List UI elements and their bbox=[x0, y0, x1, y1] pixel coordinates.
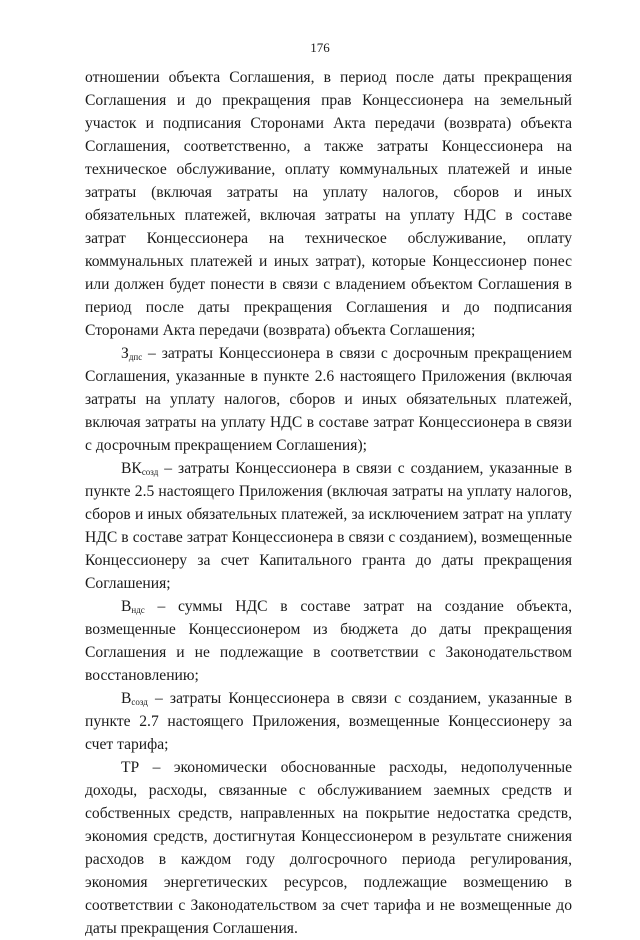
page-number: 176 bbox=[310, 40, 330, 55]
paragraph-term-vnds: $В_{ндс}$ – суммы НДС в составе затрат на создание объекта, возмещенные Концессионером из бюджета до даты прекращения Соглашения и не подлежащие в соответствии с Законодательством восстановлению; bbox=[85, 598, 572, 684]
paragraph-term-zdps: $З_{дпс}$ – затраты Концессионера в связи с досрочным прекращением Соглашения, указанные в пункте 2.6 настоящего Приложения (включая затраты на уплату налогов, сборов и иных обязательных платежей, включая затраты на уплату НДС в составе затрат Концессионера в связи с досрочным прекращением Соглашения); bbox=[85, 345, 572, 454]
term-symbol: В bbox=[121, 690, 132, 707]
paragraph-term-tr: ТР – экономически обоснованные расходы, недополученные доходы, расходы, связанные с обслуживанием заемных средств и собственных средств, направленных на покрытие недостатка средств, экономия средств, достигнутая Концессионером в результате снижения расходов в каждом году долгосрочного периода регулирования, экономия энергетических ресурсов, подлежащие возмещению в соответствии с Законодательством за счет тарифа и не возмещенные до даты прекращения Соглашения. bbox=[85, 759, 572, 937]
document-body bbox=[85, 66, 572, 940]
term-symbol: В bbox=[121, 598, 132, 615]
paragraph-term-vsozd: $В_{созд}$ – затраты Концессионера в связи с созданием, указанные в пункте 2.7 настоящего Приложения, возмещенные Концессионеру за счет тарифа; bbox=[85, 690, 572, 753]
term-subscript: ндс bbox=[131, 605, 145, 615]
term-symbol: ВК bbox=[121, 460, 142, 477]
term-subscript: созд bbox=[131, 697, 148, 707]
term-subscript: созд bbox=[141, 467, 159, 477]
paragraph-continuation: отношении объекта Соглашения, в период после даты прекращения Соглашения и до прекращения прав Концессионера на земельный участок и подписания Сторонами Акта передачи (возврата) объекта Соглашения, соответственно, а также затраты Концессионера на техническое обслуживание, оплату коммунальных платежей и иные затраты (включая затраты на уплату налогов, сборов и иных обязательных платежей, включая затраты на уплату НДС в составе затрат Концессионера на техническое обслуживание, оплату коммунальных платежей и иных затрат), которые Концессионер понес или должен будет понести в связи с владением объектом Соглашения в период после даты прекращения Соглашения и до подписания Сторонами Акта передачи (возврата) объекта Соглашения; bbox=[85, 69, 572, 339]
term-subscript: дпс bbox=[128, 352, 143, 362]
paragraph-term-vksozd: $ВК_{созд}$ – затраты Концессионера в связи с созданием, указанные в пункте 2.5 настоящего Приложения (включая затраты на уплату налогов, сборов и иных обязательных платежей, за исключением затрат на уплату НДС в составе затрат Концессионера в связи с созданием), возмещенные Концессионеру за счет Капитального гранта до даты прекращения Соглашения; bbox=[85, 460, 572, 592]
term-symbol: З bbox=[121, 345, 129, 362]
